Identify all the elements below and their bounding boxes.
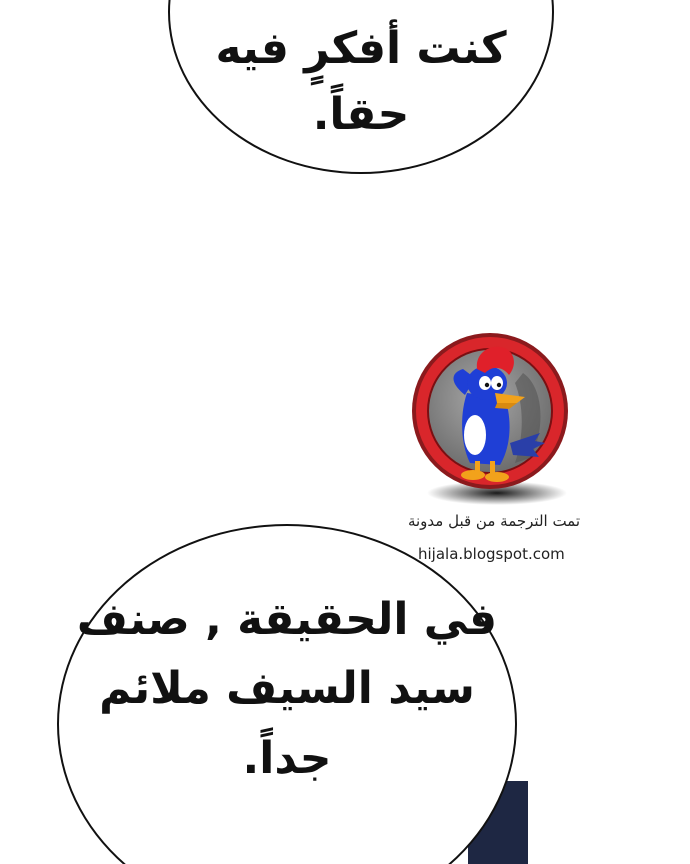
bubble-top-line-2: حقاً. <box>312 89 410 140</box>
woodpecker-logo-icon <box>405 333 575 508</box>
bubble-bottom-line-1: في الحقيقة , صنف <box>76 593 498 645</box>
blog-url-text: hijala.blogspot.com <box>418 545 565 563</box>
bubble-top-line-1: كنت أفكرٍ فيه <box>215 23 507 74</box>
bubble-bottom-line-2: سيد السيف ملائم <box>99 663 475 715</box>
speech-bubble-top <box>168 0 554 174</box>
translation-credit-text: تمت الترجمة من قبل مدونة <box>407 512 581 530</box>
speech-bubble-bottom <box>57 524 517 864</box>
bubble-bottom-line-3: جداً. <box>242 732 332 784</box>
